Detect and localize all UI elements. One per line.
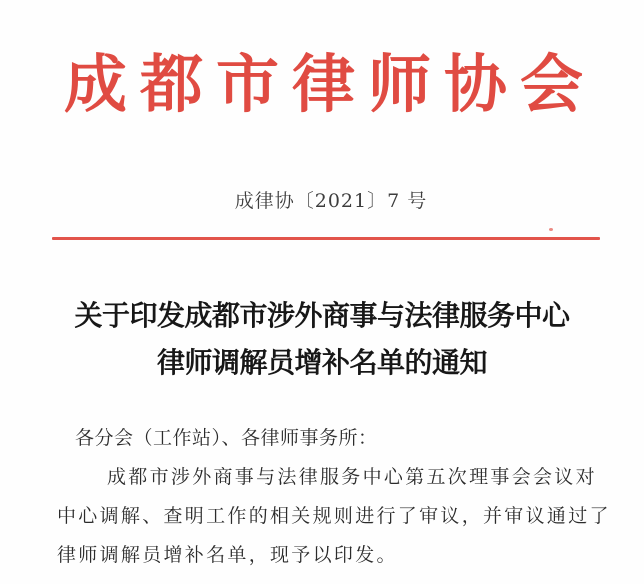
notice-title-line-1: 关于印发成都市涉外商事与法律服务中心 — [74, 299, 570, 332]
notice-title-line-2: 律师调解员增补名单的通知 — [156, 346, 487, 379]
notice-title — [0, 292, 644, 386]
paragraph-line: 律师调解员增补名单，现予以印发。 — [57, 544, 398, 566]
organization-title: 成都市律师协会 — [64, 47, 596, 121]
paragraph-line: 中心调解、查明工作的相关规则进行了审议，并审议通过了 — [57, 505, 611, 527]
paragraph-line: 成都市涉外商事与法律服务中心第五次理事会会议对 — [107, 466, 597, 488]
salutation-line: 各分会（工作站）、各律师事务所： — [75, 427, 378, 449]
scan-artifact-dot — [549, 228, 553, 231]
red-divider-line — [52, 237, 600, 240]
document-number: 成律协〔2021〕7 号 — [234, 190, 428, 212]
notice-body — [57, 419, 611, 575]
